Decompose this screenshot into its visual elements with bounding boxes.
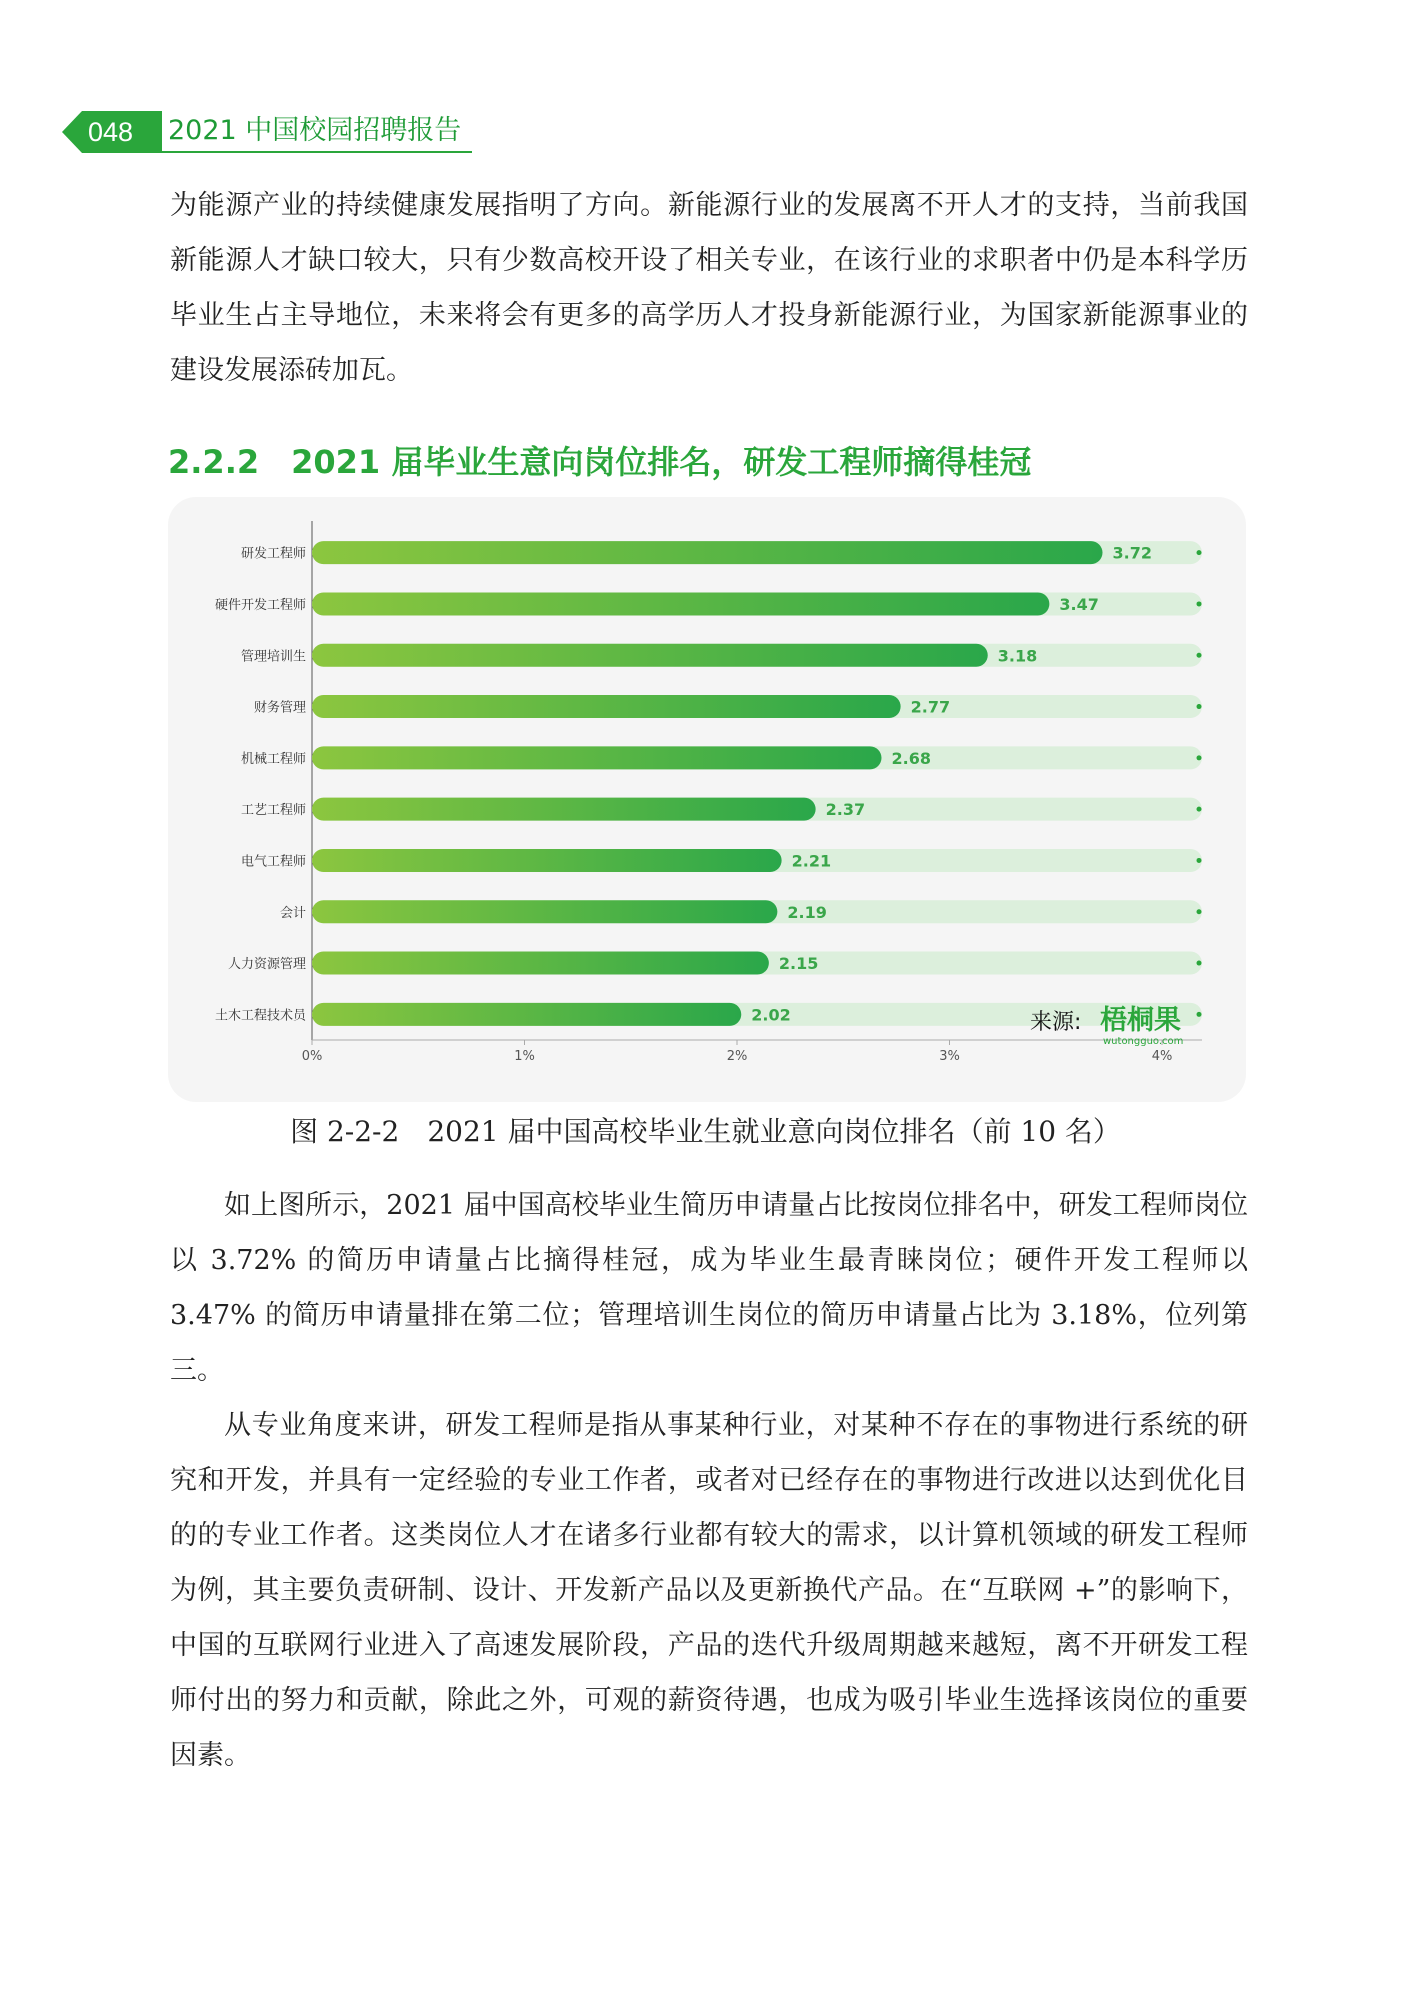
category-label: 管理培训生 — [240, 649, 306, 665]
x-tick-label: 2% — [726, 1049, 748, 1064]
bar — [312, 746, 882, 769]
source-url: wutongguo.com — [1103, 1036, 1184, 1047]
x-tick-label: 3% — [939, 1049, 960, 1064]
category-label: 人力资源管理 — [227, 957, 306, 973]
page-header — [62, 107, 482, 153]
bar-track-dot — [1197, 909, 1202, 914]
value-label: 2.19 — [787, 902, 827, 922]
figure-caption: 图 2-2-2 2021 届中国高校毕业生就业意向岗位排名（前 10 名） — [290, 1115, 1121, 1148]
source-label: 来源: — [1030, 1010, 1082, 1035]
bar-track-dot — [1197, 601, 1202, 606]
bar-track-dot — [1197, 755, 1202, 760]
bar-track-dot — [1197, 653, 1202, 658]
section-heading: 2.2.2 2021 届毕业生意向岗位排名，研发工程师摘得桂冠 — [168, 443, 1032, 481]
bar-track-dot — [1197, 858, 1202, 863]
bar — [312, 644, 988, 667]
value-label: 3.18 — [997, 646, 1038, 666]
intro-paragraph: 为能源产业的持续健康发展指明了方向。新能源行业的发展离不开人才的支持，当前我国新能源人才缺口较大，只有少数高校开设了相关专业，在该行业的求职者中仍是本科学历毕业生占主导地位，未来将会有更多的高学历人才投身新能源行业，为国家新能源事业的建设发展添砖加瓦。 — [170, 190, 1248, 386]
category-label: 会计 — [279, 905, 306, 921]
page-number: 048 — [88, 117, 134, 147]
bar-track-dot — [1197, 550, 1202, 555]
report-title: 2021 中国校园招聘报告 — [168, 115, 462, 146]
bar-track-dot — [1197, 961, 1202, 966]
x-tick-label: 4% — [1151, 1049, 1173, 1064]
value-label: 2.21 — [791, 851, 832, 871]
category-label: 电气工程师 — [240, 854, 306, 870]
bar-track-dot — [1197, 1012, 1202, 1017]
bar — [312, 798, 816, 821]
bar — [312, 541, 1103, 564]
category-label: 工艺工程师 — [240, 803, 306, 819]
category-label: 硬件开发工程师 — [214, 597, 306, 613]
bar — [312, 900, 777, 923]
header-underline — [162, 151, 472, 153]
value-label: 2.15 — [778, 954, 819, 974]
bar — [312, 592, 1049, 615]
value-label: 3.47 — [1059, 594, 1099, 614]
body-paragraph-2: 从专业角度来讲，研发工程师是指从事某种行业，对某种不存在的事物进行系统的研究和开发，并具有一定经验的专业工作者，或者对已经存在的事物进行改进以达到优化目的的专业工作者。这类岗位人才在诸多行业都有较大的需求，以计算机领域的研发工程师为例，其主要负责研制、设计、开发新产品以及更新换代产品。在“互联网 +”的影响下，中国的互联网行业进入了高速发展阶段，产品的迭代升级周期越来越短，离不开研发工程师付出的努力和贡献，除此之外，可观的薪资待遇，也成为吸引毕业生选择该岗位的重要因素。 — [170, 1410, 1248, 1771]
bar — [312, 695, 901, 718]
value-label: 3.72 — [1112, 543, 1152, 563]
body-paragraph-1: 如上图所示，2021 届中国高校毕业生简历申请量占比按岗位排名中，研发工程师岗位以 3.72% 的简历申请量占比摘得桂冠，成为毕业生最青睐岗位；硬件开发工程师以 3.47% 的简历申请量排在第二位；管理培训生岗位的简历申请量占比为 3.18%，位列第三。 — [170, 1190, 1248, 1386]
source-brand-logo: 梧桐果 — [1100, 1005, 1181, 1036]
x-tick-label: 1% — [514, 1049, 535, 1064]
category-label: 土木工程技术员 — [214, 1008, 306, 1024]
value-label: 2.68 — [891, 748, 931, 768]
bar-chart-panel — [168, 497, 1246, 1102]
category-label: 机械工程师 — [240, 751, 306, 767]
value-label: 2.77 — [910, 697, 951, 717]
value-label: 2.37 — [825, 800, 866, 820]
bar-track-dot — [1197, 807, 1202, 812]
x-tick-label: 0% — [301, 1049, 323, 1064]
bar — [312, 849, 782, 872]
bar — [312, 1003, 741, 1026]
category-label: 财务管理 — [253, 700, 306, 716]
value-label: 2.02 — [751, 1005, 791, 1025]
category-label: 研发工程师 — [240, 546, 306, 562]
bar — [312, 952, 769, 975]
bar-track-dot — [1197, 704, 1202, 709]
bar-chart — [168, 497, 1246, 1102]
